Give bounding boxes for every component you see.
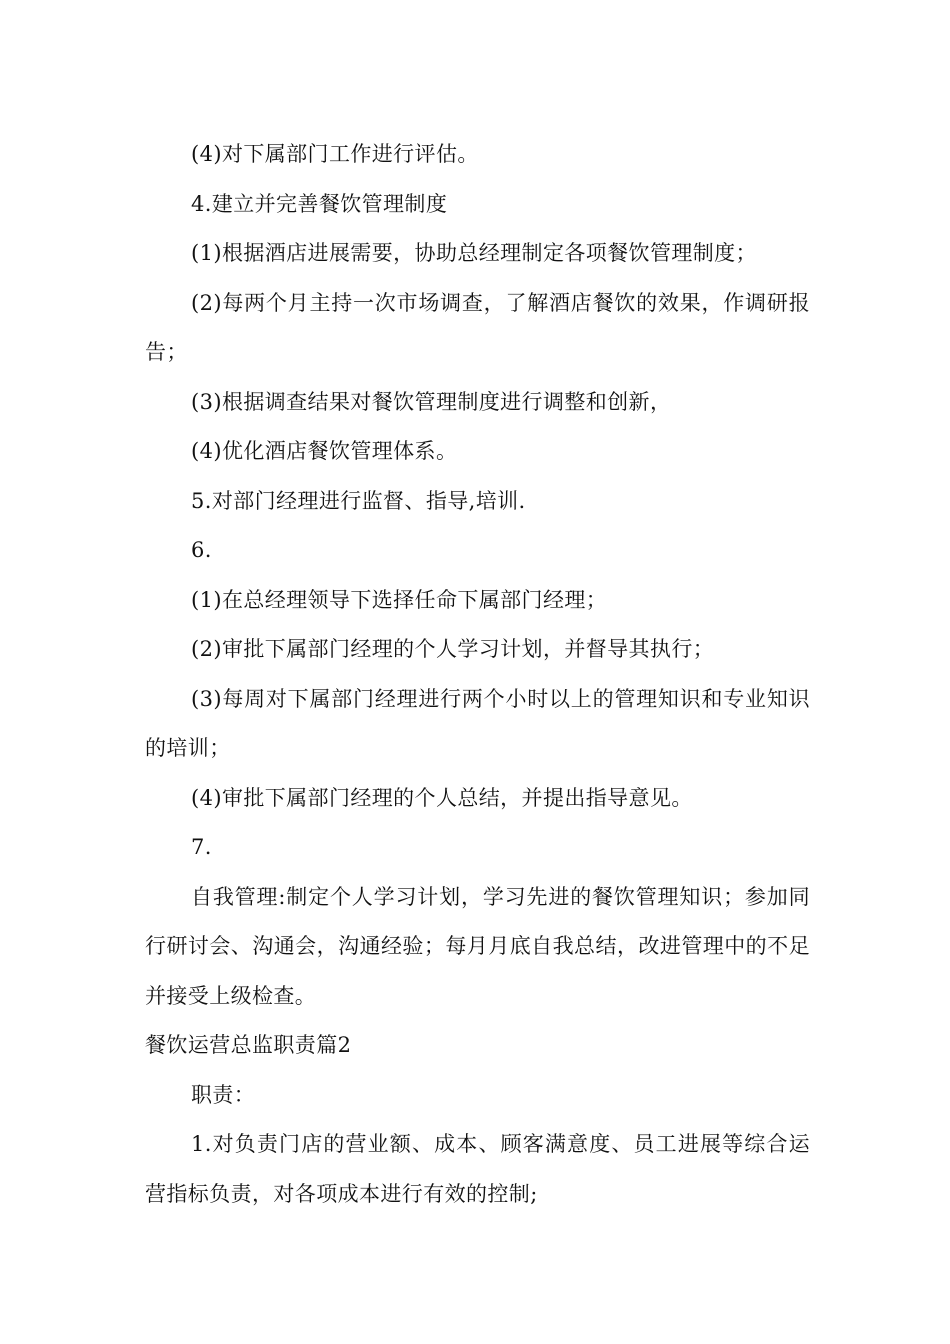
paragraph: (4)审批下属部门经理的个人总结，并提出指导意见。 xyxy=(191,785,693,810)
paragraph: (4)优化酒店餐饮管理体系。 xyxy=(191,439,458,463)
paragraph: (2)每两个月主持一次市场调查，了解酒店餐饮的效果，作调研报告； xyxy=(145,290,810,364)
paragraph: 4.建立并完善餐饮管理制度 xyxy=(191,191,448,216)
paragraph: (3)根据调查结果对餐饮管理制度进行调整和创新， xyxy=(191,389,672,414)
paragraph: (1)在总经理领导下选择任命下属部门经理； xyxy=(191,587,608,612)
paragraph: (4)对下属部门工作进行评估。 xyxy=(191,142,479,166)
paragraph: (3)每周对下属部门经理进行两个小时以上的管理知识和专业知识的培训； xyxy=(145,686,810,760)
document-body xyxy=(145,130,810,1219)
paragraph: 职责： xyxy=(191,1082,256,1107)
paragraph: 7. xyxy=(191,835,212,859)
paragraph: 1.对负责门店的营业额、成本、顾客满意度、员工进展等综合运营指标负责，对各项成本进行有效的控制; xyxy=(145,1132,810,1206)
paragraph: 6. xyxy=(191,538,212,562)
paragraph: 自我管理:制定个人学习计划，学习先进的餐饮管理知识；参加同行研讨会、沟通会，沟通经验；每月月底自我总结，改进管理中的不足并接受上级检查。 xyxy=(145,884,810,1008)
paragraph: (1)根据酒店进展需要，协助总经理制定各项餐饮管理制度； xyxy=(191,241,757,265)
paragraph: (2)审批下属部门经理的个人学习计划，并督导其执行； xyxy=(191,637,715,661)
paragraph: 5.对部门经理进行监督、指导,培训. xyxy=(191,488,526,513)
section-title: 餐饮运营总监职责篇2 xyxy=(145,1033,352,1057)
